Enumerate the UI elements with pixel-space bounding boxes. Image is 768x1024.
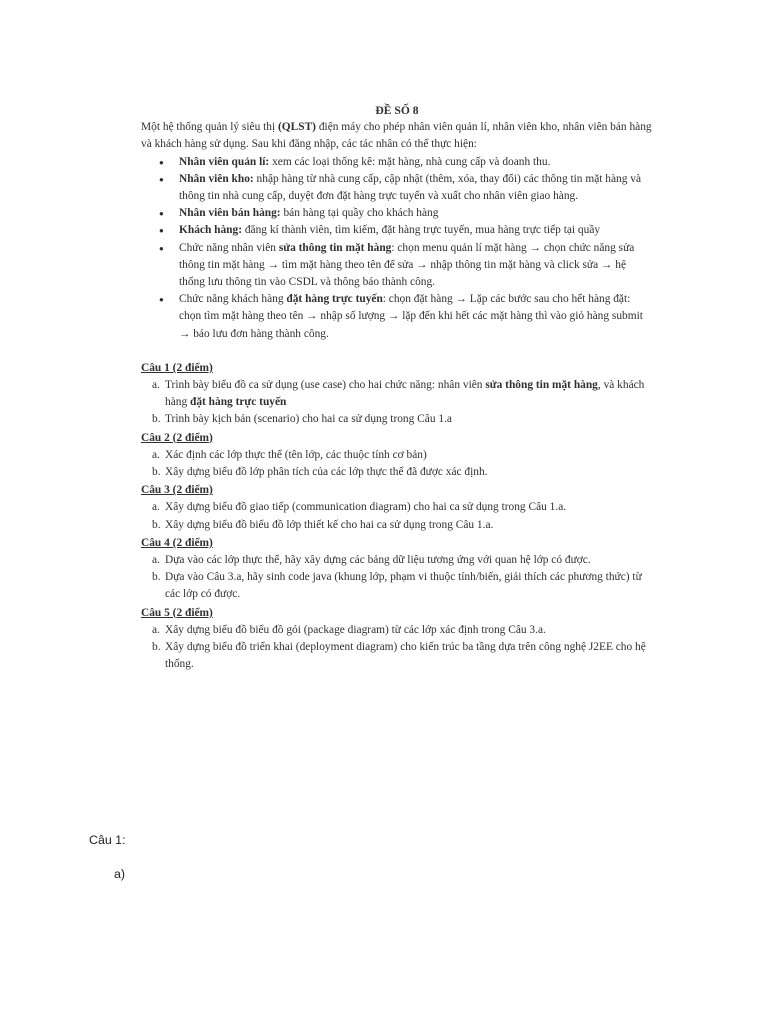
item-label: b. <box>152 466 161 479</box>
item-text: Xây dựng biểu đồ triển khai (deployment diagram) cho kiến trúc ba tầng dựa trên công nghệ J2EE cho hệ thống. <box>165 641 646 671</box>
role-bold: đặt hàng trực tuyến <box>286 293 383 306</box>
question-item <box>141 569 653 603</box>
question-heading: Câu 3 (2 điểm) <box>141 484 213 497</box>
question-3 <box>141 482 653 534</box>
question-item <box>141 499 653 516</box>
item-text: Xây dựng biểu đồ giao tiếp (communication diagram) cho hai ca sử dụng trong Câu 1.a. <box>165 501 567 514</box>
question-item <box>141 411 653 428</box>
role-item <box>179 240 653 292</box>
role-text: đăng kí thành viên, tìm kiếm, đặt hàng trực tuyến, mua hàng trực tiếp tại quầy <box>241 224 601 237</box>
item-text: Dựa vào Câu 3.a, hãy sinh code java (khung lớp, phạm vi thuộc tính/biến, giải thích các phương thức) từ các lớp có được. <box>165 571 642 601</box>
role-list <box>141 154 653 343</box>
item-text: Dựa vào các lớp thực thể, hãy xây dựng các bảng dữ liệu tương ứng với quan hệ lớp có được. <box>165 554 591 567</box>
exam-image <box>141 102 653 822</box>
role-bold: Nhân viên kho: <box>179 172 254 185</box>
role-lead: Chức năng khách hàng <box>179 293 287 306</box>
item-text: Xây dựng biểu đồ lớp phân tích của các lớp thực thể đã được xác định. <box>165 466 488 479</box>
question-item <box>141 622 653 639</box>
item-label: a. <box>152 554 160 567</box>
role-item <box>179 154 653 171</box>
role-bold: sửa thông tin mặt hàng <box>278 241 392 254</box>
question-heading: Câu 5 (2 điểm) <box>141 606 213 619</box>
intro-text-2: điện máy cho phép nhân viên quản lí, nhân viên kho, nhân viên bán hàng và khách hàng sử dụng. Sau khi đăng nhập, các tác nhân có thể thực hiện: <box>141 121 652 151</box>
item-label: b. <box>152 571 161 584</box>
item-bold: đặt hàng trực tuyến <box>190 396 287 409</box>
role-text: : chọn đặt hàng → Lặp các bước sau cho hết hàng đặt: chọn tìm mặt hàng theo tên → nhập số lượng → lặp đến khi hết các mặt hàng thì vào giỏ hàng submit → báo lưu đơn hàng thành công. <box>179 293 643 340</box>
question-4 <box>141 535 653 604</box>
question-item <box>141 639 653 673</box>
exam-intro <box>141 119 653 153</box>
answer-heading: Câu 1: <box>89 833 126 847</box>
question-5 <box>141 605 653 674</box>
item-bold: sửa thông tin mặt hàng <box>485 379 598 392</box>
question-item <box>141 552 653 569</box>
role-item <box>179 291 653 343</box>
role-item <box>179 205 653 222</box>
question-heading: Câu 1 (2 điểm) <box>141 361 213 374</box>
question-item <box>141 464 653 481</box>
question-2 <box>141 430 653 482</box>
item-text: Xác định các lớp thực thể (tên lớp, các thuộc tính cơ bản) <box>165 448 427 461</box>
role-bold: Nhân viên bán hàng: <box>179 207 281 220</box>
role-lead: Chức năng nhân viên <box>179 241 279 254</box>
role-bold: Khách hàng: <box>179 224 242 237</box>
question-item <box>141 377 653 411</box>
item-label: a. <box>152 448 160 461</box>
question-item <box>141 517 653 534</box>
role-bold: Nhân viên quản lí: <box>179 155 270 168</box>
item-text: Xây dựng biểu đồ biểu đồ lớp thiết kế cho hai ca sử dụng trong Câu 1.a. <box>165 518 494 531</box>
item-label: b. <box>152 518 161 531</box>
item-label: a. <box>152 501 160 514</box>
item-text: Xây dựng biểu đồ biểu đồ gói (package diagram) từ các lớp xác định trong Câu 3.a. <box>165 623 546 636</box>
question-1 <box>141 360 653 429</box>
role-text: bán hàng tại quầy cho khách hàng <box>280 207 439 220</box>
answer-subheading: a) <box>114 867 126 881</box>
item-label: a. <box>152 379 160 392</box>
item-label: b. <box>152 413 161 426</box>
item-text: Trình bày kịch bản (scenario) cho hai ca sử dụng trong Câu 1.a <box>165 413 452 426</box>
item-label: a. <box>152 623 160 636</box>
item-label: b. <box>152 641 161 654</box>
item-text: Trình bày biểu đồ ca sử dụng (use case) cho hai chức năng: nhân viên <box>165 379 486 392</box>
question-heading: Câu 4 (2 điểm) <box>141 536 213 549</box>
intro-bold: (QLST) <box>278 121 316 134</box>
role-text: nhập hàng từ nhà cung cấp, cập nhật (thêm, xóa, thay đổi) các thông tin mặt hàng và thông tin nhà cung cấp, duyệt đơn đặt hàng trực tuyến và xuất cho nhân viên giao hàng. <box>179 172 642 203</box>
role-text: : chọn menu quản lí mặt hàng → chọn chức năng sửa thông tin mặt hàng → tìm mặt hàng theo tên để sửa → nhập thông tin mặt hàng và click sửa → hệ thống lưu thông tin vào CSDL và thông báo thành công. <box>179 241 635 289</box>
item-text: , và khách hàng <box>165 379 645 409</box>
question-heading: Câu 2 (2 điểm) <box>141 431 213 444</box>
role-item <box>179 222 653 239</box>
intro-text: Một hệ thống quản lý siêu thị <box>141 121 278 134</box>
answer-section <box>89 833 126 881</box>
question-item <box>141 447 653 464</box>
role-text: xem các loại thống kê: mặt hàng, nhà cung cấp và doanh thu. <box>269 155 551 168</box>
role-item <box>179 171 653 205</box>
exam-title: ĐỀ SỐ 8 <box>375 104 419 117</box>
